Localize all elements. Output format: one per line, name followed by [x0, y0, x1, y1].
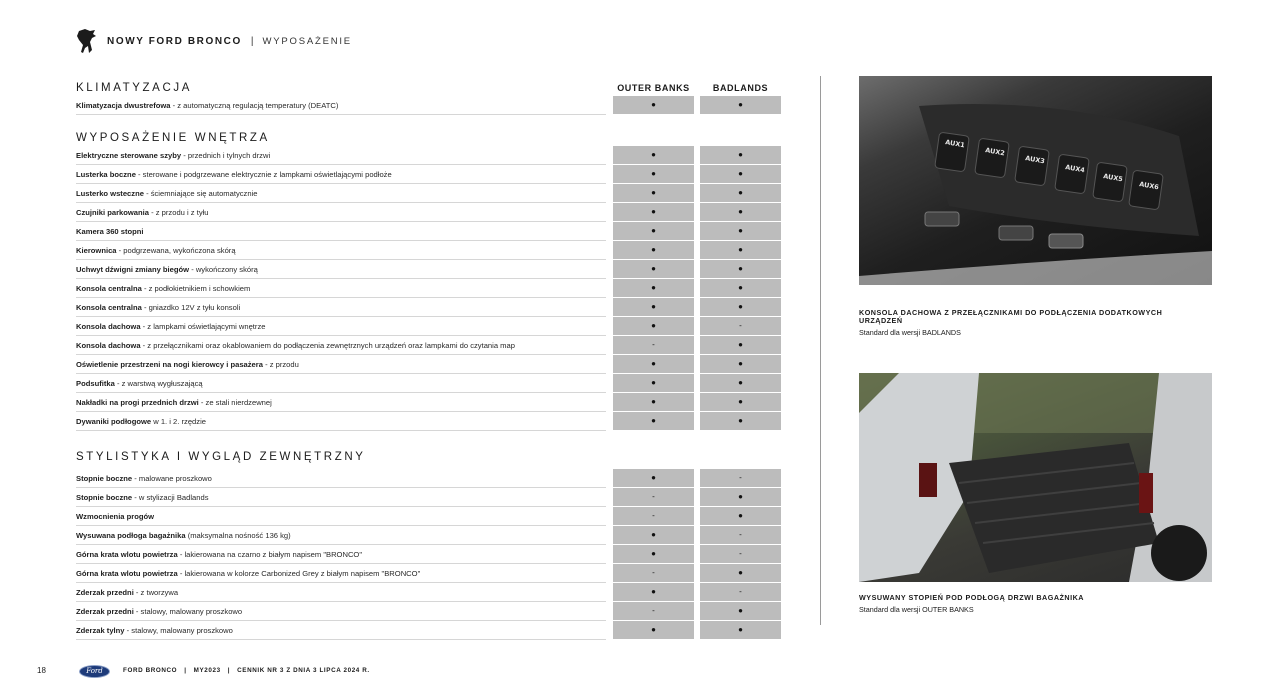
row-label: Oświetlenie przestrzeni na nogi kierowcy i pasażera - z przodu	[76, 355, 606, 374]
outer-banks-cell: ●	[613, 393, 694, 412]
table-row	[76, 583, 781, 602]
badlands-cell: ●	[700, 412, 781, 431]
row-label: Konsola centralna - z podłokietnikiem i schowkiem	[76, 279, 606, 298]
page-header	[76, 28, 352, 54]
outer-banks-cell: ●	[613, 621, 694, 640]
outer-banks-cell: ●	[613, 222, 694, 241]
badlands-cell: ●	[700, 355, 781, 374]
row-label: Zderzak przedni - z tworzywa	[76, 583, 606, 602]
footer-text: FORD BRONCO | MY2023 | CENNIK NR 3 Z DNIA 3 LIPCA 2024 R.	[123, 667, 370, 674]
table-row	[76, 469, 781, 488]
column-header-badlands: BADLANDS	[712, 83, 769, 93]
row-label: Kierownica - podgrzewana, wykończona skórą	[76, 241, 606, 260]
row-label: Konsola dachowa - z przełącznikami oraz okablowaniem do podłączenia zewnętrznych urządzeń oraz lampkami do czytania map	[76, 336, 606, 355]
table-row	[76, 222, 781, 241]
outer-banks-cell: -	[613, 488, 694, 507]
column-header-outer-banks: OUTER BANKS	[617, 83, 690, 93]
caption-subtitle: Standard dla wersji OUTER BANKS	[859, 605, 974, 614]
outer-banks-cell: -	[613, 602, 694, 621]
row-label: Zderzak przedni - stalowy, malowany proszkowo	[76, 602, 606, 621]
group-title: STYLISTYKA I WYGLĄD ZEWNĘTRZNY	[76, 451, 366, 463]
outer-banks-cell: ●	[613, 260, 694, 279]
equipment-table	[76, 76, 781, 640]
group-header	[76, 445, 781, 465]
row-label: Zderzak tylny - stalowy, malowany proszkowo	[76, 621, 606, 640]
row-label: Uchwyt dźwigni zmiany biegów - wykończony skórą	[76, 260, 606, 279]
overhead-console-illustration	[859, 76, 1212, 285]
row-label: Kamera 360 stopni	[76, 222, 606, 241]
badlands-cell: -	[700, 583, 781, 602]
badlands-cell: ●	[700, 488, 781, 507]
table-row	[76, 602, 781, 621]
page-footer	[37, 664, 1237, 680]
row-label: Dywaniki podłogowe w 1. i 2. rzędzie	[76, 412, 606, 431]
outer-banks-cell: ●	[613, 96, 694, 115]
caption-subtitle: Standard dla wersji BADLANDS	[859, 328, 961, 337]
table-row	[76, 412, 781, 431]
aux2-label: AUX2	[984, 146, 1006, 158]
table-row	[76, 507, 781, 526]
badlands-cell: ●	[700, 602, 781, 621]
badlands-cell: ●	[700, 184, 781, 203]
table-row	[76, 241, 781, 260]
badlands-cell: ●	[700, 564, 781, 583]
badlands-cell: ●	[700, 241, 781, 260]
badlands-cell: ●	[700, 165, 781, 184]
badlands-cell: -	[700, 317, 781, 336]
table-row	[76, 621, 781, 640]
outer-banks-cell: ●	[613, 317, 694, 336]
group-title: WYPOSAŻENIE WNĘTRZA	[76, 132, 270, 144]
badlands-cell: ●	[700, 298, 781, 317]
outer-banks-cell: ●	[613, 526, 694, 545]
row-label: Czujniki parkowania - z przodu i z tyłu	[76, 203, 606, 222]
bronco-horse-logo-icon	[76, 28, 98, 54]
caption-title: WYSUWANY STOPIEŃ POD PODŁOGĄ DRZWI BAGAŻNIKA	[859, 593, 1084, 602]
badlands-cell: ●	[700, 621, 781, 640]
table-row	[76, 260, 781, 279]
outer-banks-cell: ●	[613, 184, 694, 203]
column-divider	[820, 76, 821, 625]
table-row	[76, 317, 781, 336]
table-row	[76, 203, 781, 222]
aux3-label: AUX3	[1024, 154, 1046, 166]
caption-title: KONSOLA DACHOWA Z PRZEŁĄCZNIKAMI DO PODŁĄCZENIA DODATKOWYCH URZĄDZEŃ	[859, 308, 1163, 325]
group-title: KLIMATYZACJA	[76, 82, 192, 94]
badlands-cell: ●	[700, 96, 781, 115]
outer-banks-cell: -	[613, 336, 694, 355]
badlands-cell: -	[700, 526, 781, 545]
badlands-cell: ●	[700, 374, 781, 393]
aux6-label: AUX6	[1138, 180, 1160, 192]
photo-caption-console	[859, 309, 1179, 337]
row-label: Wysuwana podłoga bagażnika (maksymalna nośność 136 kg)	[76, 526, 606, 545]
brand-title: NOWY FORD BRONCO	[107, 35, 242, 47]
row-label: Lusterka boczne - sterowane i podgrzewane elektrycznie z lampkami oświetlającymi podłoże	[76, 165, 606, 184]
row-label: Górna krata wlotu powietrza - lakierowana na czarno z białym napisem "BRONCO"	[76, 545, 606, 564]
overhead-console-photo	[859, 76, 1212, 285]
row-label: Podsufitka - z warstwą wygłuszającą	[76, 374, 606, 393]
table-row	[76, 393, 781, 412]
table-row	[76, 526, 781, 545]
aux1-label: AUX1	[944, 138, 966, 150]
table-row	[76, 298, 781, 317]
table-row	[76, 374, 781, 393]
outer-banks-cell: ●	[613, 545, 694, 564]
table-row	[76, 279, 781, 298]
badlands-cell: ●	[700, 279, 781, 298]
outer-banks-cell: -	[613, 564, 694, 583]
outer-banks-cell: ●	[613, 298, 694, 317]
table-row	[76, 146, 781, 165]
table-row	[76, 355, 781, 374]
row-label: Konsola centralna - gniazdko 12V z tyłu konsoli	[76, 298, 606, 317]
badlands-cell: -	[700, 545, 781, 564]
row-label: Stopnie boczne - malowane proszkowo	[76, 469, 606, 488]
page-number: 18	[37, 666, 46, 675]
group-header	[76, 126, 781, 146]
outer-banks-cell: ●	[613, 583, 694, 602]
photo-caption-tailgate	[859, 594, 1179, 614]
table-row	[76, 488, 781, 507]
outer-banks-cell: ●	[613, 165, 694, 184]
row-label: Wzmocnienia progów	[76, 507, 606, 526]
table-row	[76, 96, 781, 115]
table-row	[76, 184, 781, 203]
row-label: Elektryczne sterowane szyby - przednich i tylnych drzwi	[76, 146, 606, 165]
outer-banks-cell: -	[613, 507, 694, 526]
section-title: WYPOSAŻENIE	[262, 35, 352, 47]
header-separator: |	[250, 35, 254, 47]
row-label: Konsola dachowa - z lampkami oświetlającymi wnętrze	[76, 317, 606, 336]
outer-banks-cell: ●	[613, 203, 694, 222]
table-row	[76, 564, 781, 583]
table-row	[76, 336, 781, 355]
badlands-cell: ●	[700, 260, 781, 279]
outer-banks-cell: ●	[613, 412, 694, 431]
ford-logo-icon: Ford	[79, 665, 110, 678]
tailgate-step-illustration	[859, 373, 1212, 582]
badlands-cell: -	[700, 469, 781, 488]
outer-banks-cell: ●	[613, 146, 694, 165]
outer-banks-cell: ●	[613, 279, 694, 298]
badlands-cell: ●	[700, 393, 781, 412]
row-label: Klimatyzacja dwustrefowa - z automatyczną regulacją temperatury (DEATC)	[76, 96, 606, 115]
outer-banks-cell: ●	[613, 374, 694, 393]
tailgate-step-photo	[859, 373, 1212, 582]
row-label: Stopnie boczne - w stylizacji Badlands	[76, 488, 606, 507]
badlands-cell: ●	[700, 146, 781, 165]
aux4-label: AUX4	[1064, 163, 1086, 175]
outer-banks-cell: ●	[613, 355, 694, 374]
badlands-cell: ●	[700, 336, 781, 355]
row-label: Górna krata wlotu powietrza - lakierowana w kolorze Carbonized Grey z białym napisem "BRONCO"	[76, 564, 606, 583]
row-label: Nakładki na progi przednich drzwi - ze stali nierdzewnej	[76, 393, 606, 412]
table-row	[76, 165, 781, 184]
badlands-cell: ●	[700, 507, 781, 526]
badlands-cell: ●	[700, 203, 781, 222]
group-header	[76, 76, 781, 96]
outer-banks-cell: ●	[613, 469, 694, 488]
row-label: Lusterko wsteczne - ściemniające się automatycznie	[76, 184, 606, 203]
table-row	[76, 545, 781, 564]
badlands-cell: ●	[700, 222, 781, 241]
aux5-label: AUX5	[1102, 172, 1124, 184]
outer-banks-cell: ●	[613, 241, 694, 260]
